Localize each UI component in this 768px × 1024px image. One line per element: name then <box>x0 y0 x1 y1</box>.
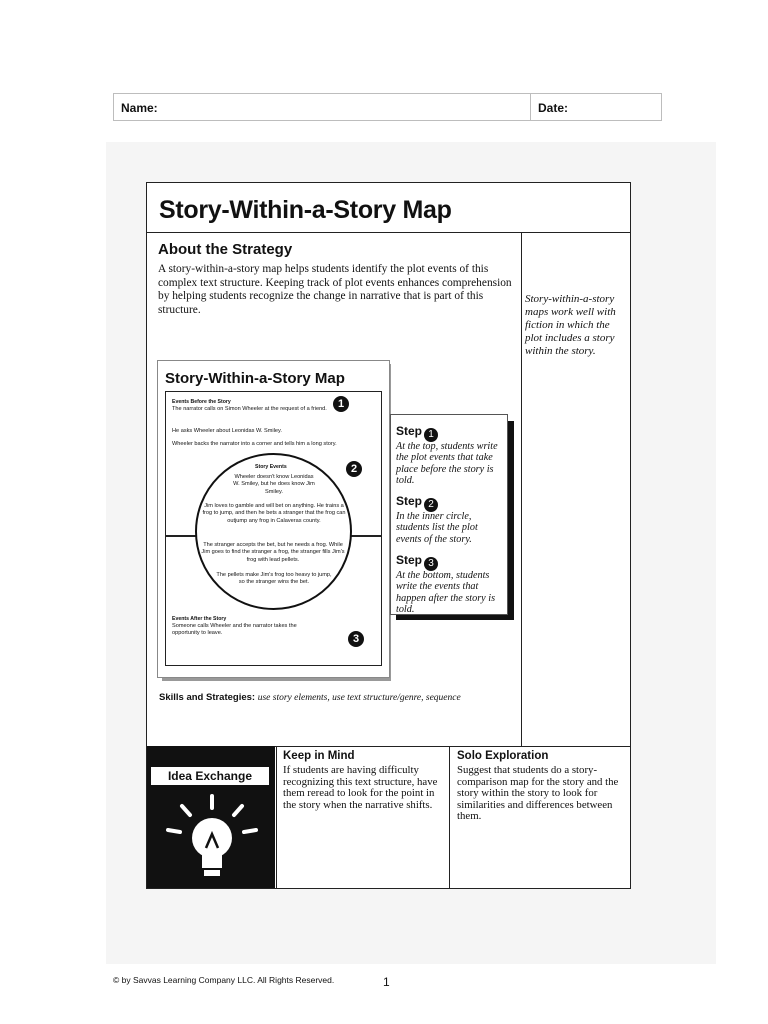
map-number-2: 2 <box>346 461 362 477</box>
step-2 <box>396 492 438 512</box>
map-number-1: 1 <box>333 396 349 412</box>
after-heading: Events After the Story <box>172 616 227 622</box>
page-title: Story-Within-a-Story Map <box>159 196 452 224</box>
about-text: A story-within-a-story map helps students identify the plot events of this complex text structure. Keeping track of plot events enhances comprehension by helping students recognize the change in narrative that is part of this structure. <box>158 263 512 316</box>
step-1 <box>396 422 438 442</box>
step-3-number: 3 <box>424 557 438 571</box>
idea-exchange-label: Idea Exchange <box>151 767 269 785</box>
before-line-3: Wheeler backs the narrator into a corner and tells him a long story. <box>172 441 337 447</box>
lightbulb-icon <box>160 790 264 882</box>
step-3-label: Step <box>396 553 423 567</box>
step-2-label: Step <box>396 494 423 508</box>
header-divider <box>530 94 531 120</box>
story-heading: Story Events <box>255 464 287 470</box>
story-line-1: Wheeler doesn't know Leonidas W. Smiley, but he does know Jim Smiley. <box>233 474 315 495</box>
name-label: Name: <box>121 101 158 115</box>
step-2-number: 2 <box>424 498 438 512</box>
sidebar-rule <box>521 232 522 747</box>
step-3-text: At the bottom, students write the events that happen after the story is told. <box>396 570 496 616</box>
page-number: 1 <box>383 975 390 989</box>
solo-exploration-text: Suggest that students do a story-comparison map for the story and the story within the story to look for similarities and differences between them. <box>457 764 619 823</box>
name-date-header <box>113 93 662 121</box>
date-label: Date: <box>538 101 569 115</box>
before-line-1: The narrator calls on Simon Wheeler at the request of a friend. <box>172 406 327 412</box>
step-2-text: In the inner circle, students list the plot events of the story. <box>396 511 478 545</box>
before-line-2: He asks Wheeler about Leonidas W. Smiley. <box>172 428 282 434</box>
about-heading: About the Strategy <box>158 241 293 258</box>
keep-in-mind-heading: Keep in Mind <box>283 750 355 762</box>
copyright: © by Savvas Learning Company LLC. All Rights Reserved. <box>113 975 335 985</box>
after-line-1: Someone calls Wheeler and the narrator takes the opportunity to leave. <box>172 623 297 637</box>
story-line-2: Jim loves to gamble and will bet on anything. He trains a frog to jump, and then he bets a stranger that the frog can outjump any frog in Calaveras county. <box>202 503 346 524</box>
step-1-number: 1 <box>424 428 438 442</box>
step-3 <box>396 551 438 571</box>
skills-label: Skills and Strategies: <box>159 692 256 703</box>
before-heading: Events Before the Story <box>172 399 231 405</box>
bottom-col-rule-1 <box>276 746 277 888</box>
skills-line <box>159 692 461 703</box>
story-line-3: The stranger accepts the bet, but he needs a frog. While Jim goes to find the stranger a frog, the stranger fills Jim's frog with lead pellets. <box>201 542 345 563</box>
keep-in-mind-text: If students are having difficulty recognizing this text structure, have them reread to look for the point in the story when the narrative shifts. <box>283 764 438 811</box>
map-number-3: 3 <box>348 631 364 647</box>
bottom-col-rule-2 <box>449 746 450 888</box>
story-line-4: The pellets make Jim's frog too heavy to jump, so the stranger wins the bet. <box>216 572 332 586</box>
skills-text: use story elements, use text structure/genre, sequence <box>257 693 461 703</box>
step-1-text: At the top, students write the plot events that take place before the story is told. <box>396 441 498 487</box>
title-rule <box>147 232 630 233</box>
solo-exploration-heading: Solo Exploration <box>457 750 549 762</box>
step-1-label: Step <box>396 424 423 438</box>
map-title: Story-Within-a-Story Map <box>165 370 345 387</box>
side-note: Story-within-a-story maps work well with fiction in which the plot includes a story within the story. <box>525 293 616 357</box>
